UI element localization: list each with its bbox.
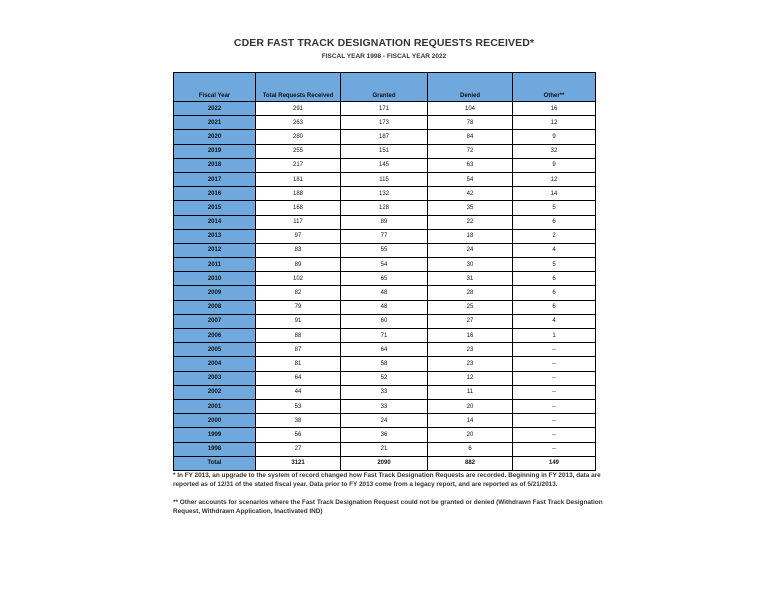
denied-cell: 35 bbox=[428, 201, 513, 215]
denied-cell: 42 bbox=[428, 187, 513, 201]
granted-cell: 173 bbox=[341, 116, 428, 130]
granted-cell: 60 bbox=[341, 314, 428, 328]
granted-cell: 2090 bbox=[341, 456, 428, 470]
table-row bbox=[174, 371, 596, 385]
table-row bbox=[174, 187, 596, 201]
table-row bbox=[174, 329, 596, 343]
page-title: CDER FAST TRACK DESIGNATION REQUESTS RECEIVED* bbox=[233, 37, 535, 49]
footnote-other-definition: ** Other accounts for scenarios where the Fast Track Designation Request could not be granted or denied (Withdrawn Fast Track Designation Request, Withdrawn Application, Inactivated IND) bbox=[173, 499, 603, 515]
granted-cell: 77 bbox=[341, 229, 428, 243]
fiscal-year-cell: 1999 bbox=[174, 428, 256, 442]
other-cell: 149 bbox=[513, 456, 596, 470]
fiscal-year-cell: 2005 bbox=[174, 343, 256, 357]
other-cell: -- bbox=[513, 385, 596, 399]
total-requests-cell: 82 bbox=[256, 286, 341, 300]
total-requests-cell: 38 bbox=[256, 414, 341, 428]
total-requests-cell: 89 bbox=[256, 258, 341, 272]
granted-cell: 145 bbox=[341, 158, 428, 172]
column-header-total-requests: Total Requests Received bbox=[256, 73, 341, 102]
fiscal-year-cell: 2016 bbox=[174, 187, 256, 201]
fiscal-year-cell: 2021 bbox=[174, 116, 256, 130]
fiscal-year-cell: 2022 bbox=[174, 102, 256, 116]
fiscal-year-cell: 2002 bbox=[174, 385, 256, 399]
fiscal-year-cell: 2011 bbox=[174, 258, 256, 272]
denied-cell: 54 bbox=[428, 172, 513, 186]
table-row bbox=[174, 116, 596, 130]
other-cell: -- bbox=[513, 357, 596, 371]
other-cell: -- bbox=[513, 442, 596, 456]
column-header-granted: Granted bbox=[341, 73, 428, 102]
total-requests-cell: 87 bbox=[256, 343, 341, 357]
table-row bbox=[174, 385, 596, 399]
table-row bbox=[174, 144, 596, 158]
table-row bbox=[174, 272, 596, 286]
fiscal-year-cell: 2014 bbox=[174, 215, 256, 229]
total-requests-cell: 83 bbox=[256, 243, 341, 257]
granted-cell: 21 bbox=[341, 442, 428, 456]
table-row bbox=[174, 314, 596, 328]
fiscal-year-cell: 2017 bbox=[174, 172, 256, 186]
table-row bbox=[174, 442, 596, 456]
other-cell: 14 bbox=[513, 187, 596, 201]
table-row bbox=[174, 172, 596, 186]
other-cell: 1 bbox=[513, 329, 596, 343]
other-cell: 5 bbox=[513, 201, 596, 215]
denied-cell: 20 bbox=[428, 399, 513, 413]
other-cell: 12 bbox=[513, 172, 596, 186]
fiscal-year-cell: 2001 bbox=[174, 399, 256, 413]
fiscal-year-cell: 2019 bbox=[174, 144, 256, 158]
other-cell: 9 bbox=[513, 130, 596, 144]
granted-cell: 24 bbox=[341, 414, 428, 428]
other-cell: 6 bbox=[513, 272, 596, 286]
table-total-row bbox=[174, 456, 596, 470]
granted-cell: 171 bbox=[341, 102, 428, 116]
granted-cell: 115 bbox=[341, 172, 428, 186]
other-cell: -- bbox=[513, 371, 596, 385]
granted-cell: 89 bbox=[341, 215, 428, 229]
fiscal-year-cell: 2012 bbox=[174, 243, 256, 257]
denied-cell: 30 bbox=[428, 258, 513, 272]
requests-table bbox=[173, 72, 596, 471]
fiscal-year-cell: 1998 bbox=[174, 442, 256, 456]
other-cell: 12 bbox=[513, 116, 596, 130]
table-row bbox=[174, 428, 596, 442]
total-requests-cell: 64 bbox=[256, 371, 341, 385]
fiscal-year-cell: 2004 bbox=[174, 357, 256, 371]
granted-cell: 64 bbox=[341, 343, 428, 357]
fiscal-year-cell: 2007 bbox=[174, 314, 256, 328]
other-cell: 16 bbox=[513, 102, 596, 116]
table-row bbox=[174, 102, 596, 116]
fiscal-year-cell: 2003 bbox=[174, 371, 256, 385]
column-header-other: Other** bbox=[513, 73, 596, 102]
other-cell: 6 bbox=[513, 300, 596, 314]
total-requests-cell: 217 bbox=[256, 158, 341, 172]
denied-cell: 20 bbox=[428, 428, 513, 442]
denied-cell: 11 bbox=[428, 385, 513, 399]
page-subtitle: FISCAL YEAR 1998 - FISCAL YEAR 2022 bbox=[321, 53, 447, 60]
granted-cell: 48 bbox=[341, 286, 428, 300]
denied-cell: 18 bbox=[428, 229, 513, 243]
column-header-denied: Denied bbox=[428, 73, 513, 102]
total-requests-cell: 91 bbox=[256, 314, 341, 328]
granted-cell: 54 bbox=[341, 258, 428, 272]
granted-cell: 187 bbox=[341, 130, 428, 144]
granted-cell: 48 bbox=[341, 300, 428, 314]
table-row bbox=[174, 215, 596, 229]
table-row bbox=[174, 243, 596, 257]
fiscal-year-cell: 2000 bbox=[174, 414, 256, 428]
fiscal-year-cell: 2015 bbox=[174, 201, 256, 215]
granted-cell: 132 bbox=[341, 187, 428, 201]
fiscal-year-cell: 2010 bbox=[174, 272, 256, 286]
table-row bbox=[174, 357, 596, 371]
other-cell: 6 bbox=[513, 286, 596, 300]
denied-cell: 28 bbox=[428, 286, 513, 300]
total-requests-cell: 188 bbox=[256, 187, 341, 201]
granted-cell: 52 bbox=[341, 371, 428, 385]
other-cell: -- bbox=[513, 414, 596, 428]
column-header-fiscal-year: Fiscal Year bbox=[174, 73, 256, 102]
total-requests-cell: 291 bbox=[256, 102, 341, 116]
table-row bbox=[174, 286, 596, 300]
table-row bbox=[174, 158, 596, 172]
fiscal-year-cell: 2020 bbox=[174, 130, 256, 144]
fiscal-year-cell: 2013 bbox=[174, 229, 256, 243]
total-requests-cell: 56 bbox=[256, 428, 341, 442]
granted-cell: 71 bbox=[341, 329, 428, 343]
denied-cell: 72 bbox=[428, 144, 513, 158]
total-requests-cell: 81 bbox=[256, 357, 341, 371]
denied-cell: 22 bbox=[428, 215, 513, 229]
denied-cell: 31 bbox=[428, 272, 513, 286]
granted-cell: 65 bbox=[341, 272, 428, 286]
total-requests-cell: 79 bbox=[256, 300, 341, 314]
table-row bbox=[174, 229, 596, 243]
other-cell: -- bbox=[513, 343, 596, 357]
total-requests-cell: 255 bbox=[256, 144, 341, 158]
denied-cell: 27 bbox=[428, 314, 513, 328]
total-requests-cell: 27 bbox=[256, 442, 341, 456]
denied-cell: 6 bbox=[428, 442, 513, 456]
denied-cell: 23 bbox=[428, 357, 513, 371]
total-requests-cell: 102 bbox=[256, 272, 341, 286]
total-requests-cell: 53 bbox=[256, 399, 341, 413]
table-row bbox=[174, 399, 596, 413]
fiscal-year-cell: 2018 bbox=[174, 158, 256, 172]
total-requests-cell: 3121 bbox=[256, 456, 341, 470]
granted-cell: 36 bbox=[341, 428, 428, 442]
table-row bbox=[174, 130, 596, 144]
other-cell: 5 bbox=[513, 258, 596, 272]
other-cell: 2 bbox=[513, 229, 596, 243]
denied-cell: 63 bbox=[428, 158, 513, 172]
other-cell: 9 bbox=[513, 158, 596, 172]
total-requests-cell: 263 bbox=[256, 116, 341, 130]
denied-cell: 882 bbox=[428, 456, 513, 470]
total-requests-cell: 97 bbox=[256, 229, 341, 243]
table-header-row bbox=[174, 73, 596, 102]
fiscal-year-cell: Total bbox=[174, 456, 256, 470]
denied-cell: 23 bbox=[428, 343, 513, 357]
other-cell: 4 bbox=[513, 243, 596, 257]
other-cell: -- bbox=[513, 428, 596, 442]
table-row bbox=[174, 343, 596, 357]
fiscal-year-cell: 2009 bbox=[174, 286, 256, 300]
granted-cell: 128 bbox=[341, 201, 428, 215]
total-requests-cell: 280 bbox=[256, 130, 341, 144]
total-requests-cell: 181 bbox=[256, 172, 341, 186]
granted-cell: 151 bbox=[341, 144, 428, 158]
other-cell: -- bbox=[513, 399, 596, 413]
granted-cell: 33 bbox=[341, 385, 428, 399]
total-requests-cell: 44 bbox=[256, 385, 341, 399]
denied-cell: 78 bbox=[428, 116, 513, 130]
total-requests-cell: 117 bbox=[256, 215, 341, 229]
denied-cell: 16 bbox=[428, 329, 513, 343]
denied-cell: 84 bbox=[428, 130, 513, 144]
footnotes bbox=[173, 471, 603, 525]
granted-cell: 33 bbox=[341, 399, 428, 413]
table-row bbox=[174, 201, 596, 215]
table-row bbox=[174, 300, 596, 314]
granted-cell: 55 bbox=[341, 243, 428, 257]
other-cell: 32 bbox=[513, 144, 596, 158]
denied-cell: 12 bbox=[428, 371, 513, 385]
total-requests-cell: 168 bbox=[256, 201, 341, 215]
table-body bbox=[174, 102, 596, 471]
denied-cell: 104 bbox=[428, 102, 513, 116]
other-cell: 4 bbox=[513, 314, 596, 328]
footnote-system-upgrade: * In FY 2013, an upgrade to the system of record changed how Fast Track Designation Requests are recorded. Beginning in FY 2013, data are reported as of 12/31 of the stated fiscal year. Data prior to FY 2013 come from a legacy report, and are reported as of 5/21/2013. bbox=[173, 472, 601, 488]
total-requests-cell: 88 bbox=[256, 329, 341, 343]
fiscal-year-cell: 2006 bbox=[174, 329, 256, 343]
denied-cell: 24 bbox=[428, 243, 513, 257]
denied-cell: 14 bbox=[428, 414, 513, 428]
fiscal-year-cell: 2008 bbox=[174, 300, 256, 314]
denied-cell: 25 bbox=[428, 300, 513, 314]
table-row bbox=[174, 258, 596, 272]
other-cell: 6 bbox=[513, 215, 596, 229]
table-row bbox=[174, 414, 596, 428]
granted-cell: 58 bbox=[341, 357, 428, 371]
